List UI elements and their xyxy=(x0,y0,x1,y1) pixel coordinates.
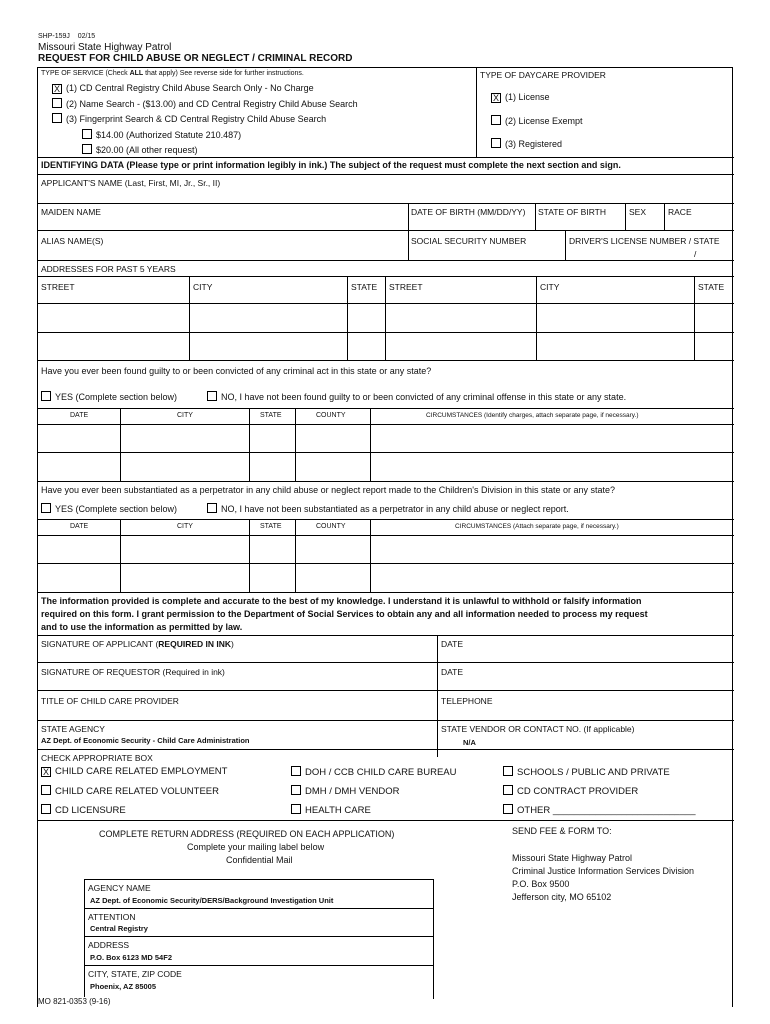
checkbox[interactable] xyxy=(491,115,501,125)
agency-label: AGENCY NAME xyxy=(88,883,151,893)
state-agency-label: STATE AGENCY xyxy=(41,724,105,734)
checkbox[interactable] xyxy=(491,138,501,148)
ssn-label: SOCIAL SECURITY NUMBER xyxy=(411,236,527,246)
street-label-1: STREET xyxy=(41,282,75,292)
form-title: REQUEST FOR CHILD ABUSE OR NEGLECT / CRIMINAL RECORD xyxy=(38,53,353,64)
criminal-no[interactable]: NO, I have not been found guilty to or been convicted of any criminal offense in this state or any state. xyxy=(207,391,626,402)
vendor-label: STATE VENDOR OR CONTACT NO. (If applicable) xyxy=(441,724,635,734)
checkbox[interactable] xyxy=(41,804,51,814)
checkbox[interactable] xyxy=(41,785,51,795)
checkbox[interactable] xyxy=(207,391,217,401)
checkbox[interactable] xyxy=(291,804,301,814)
checkbox[interactable] xyxy=(291,785,301,795)
address-value: P.O. Box 6123 MD 54F2 xyxy=(90,953,172,962)
send-line-3: P.O. Box 9500 xyxy=(512,879,570,889)
maiden-name-label: MAIDEN NAME xyxy=(41,207,101,217)
service-sub-1[interactable]: $14.00 (Authorized Statute 210.487) xyxy=(82,129,241,140)
abuse-county-label: COUNTY xyxy=(316,523,346,530)
return-line-3: Confidential Mail xyxy=(226,855,293,865)
vendor-value: N/A xyxy=(463,738,476,747)
abuse-date-label: DATE xyxy=(70,523,89,530)
abuse-question: Have you ever been substantiated as a perpetrator in any child abuse or neglect report made to the Children's Division in this state or any state? xyxy=(41,485,616,495)
certification-line-1: The information provided is complete and accurate to the best of my knowledge. I understand it is unlawful to withhold or falsify information xyxy=(41,596,642,606)
abuse-yes[interactable]: YES (Complete section below) xyxy=(41,503,177,514)
applicant-signature-label: SIGNATURE OF APPLICANT (REQUIRED IN INK) xyxy=(41,639,234,649)
checkbox[interactable] xyxy=(41,503,51,513)
address-label: ADDRESS xyxy=(88,940,130,950)
abuse-circumstances-label: CIRCUMSTANCES (Attach separate page, if necessary.) xyxy=(455,523,619,530)
race-label: RACE xyxy=(668,207,692,217)
addresses-label: ADDRESSES FOR PAST 5 YEARS xyxy=(41,264,176,274)
criminal-circumstances-label: CIRCUMSTANCES (Identify charges, attach separate page, if necessary.) xyxy=(426,412,639,419)
daycare-option-3[interactable]: (3) Registered xyxy=(491,138,562,149)
daycare-option-2[interactable]: (2) License Exempt xyxy=(491,115,583,126)
send-heading: SEND FEE & FORM TO: xyxy=(512,826,612,836)
return-heading: COMPLETE RETURN ADDRESS (REQUIRED ON EACH APPLICATION) xyxy=(99,829,395,839)
state-agency-value: AZ Dept. of Economic Security - Child Care Administration xyxy=(41,736,250,745)
licensure-option[interactable]: CD LICENSURE xyxy=(41,804,126,816)
checkbox[interactable] xyxy=(291,766,301,776)
dl-label: DRIVER'S LICENSE NUMBER / STATE xyxy=(569,236,720,246)
dmh-option[interactable]: DMH / DMH VENDOR xyxy=(291,785,399,797)
state-of-birth-label: STATE OF BIRTH xyxy=(538,207,607,217)
criminal-county-label: COUNTY xyxy=(316,412,346,419)
contract-option[interactable]: CD CONTRACT PROVIDER xyxy=(503,785,638,797)
certification-line-3: and to use the information as permitted by law. xyxy=(41,622,243,632)
send-line-2: Criminal Justice Information Services Division xyxy=(512,866,695,876)
send-line-4: Jefferson city, MO 65102 xyxy=(512,892,612,902)
send-line-1: Missouri State Highway Patrol xyxy=(512,853,633,863)
attention-label: ATTENTION xyxy=(88,912,136,922)
agency-value: AZ Dept. of Economic Security/DERS/Background Investigation Unit xyxy=(90,896,334,905)
service-heading: TYPE OF SERVICE (Check ALL that apply) See reverse side for further instructions. xyxy=(41,70,304,77)
return-line-2: Complete your mailing label below xyxy=(187,842,325,852)
service-option-1[interactable]: X (1) CD Central Registry Child Abuse Search Only - No Charge xyxy=(53,83,314,94)
footer-code: MO 821-0353 (9-16) xyxy=(38,997,113,1006)
checkbox[interactable] xyxy=(82,129,92,139)
volunteer-option[interactable]: CHILD CARE RELATED VOLUNTEER xyxy=(41,785,219,797)
appropriate-heading: CHECK APPROPRIATE BOX xyxy=(41,753,153,763)
city-state-zip-label: CITY, STATE, ZIP CODE xyxy=(88,969,182,979)
requestor-signature-label: SIGNATURE OF REQUESTOR (Required in ink) xyxy=(41,667,225,677)
form-id: SHP-159J 02/15 xyxy=(38,33,96,40)
daycare-option-1[interactable]: X (1) License xyxy=(492,92,550,103)
daycare-heading: TYPE OF DAYCARE PROVIDER xyxy=(480,70,606,80)
sex-label: SEX xyxy=(629,207,647,217)
checkbox[interactable] xyxy=(52,113,62,123)
checkbox[interactable] xyxy=(41,391,51,401)
dl-slash: / xyxy=(694,249,697,259)
criminal-question: Have you ever been found guilty to or been convicted of any criminal act in this state or any state? xyxy=(41,366,432,376)
applicant-name-label: APPLICANT'S NAME (Last, First, MI, Jr., Sr., II) xyxy=(41,178,221,188)
street-label-2: STREET xyxy=(389,282,423,292)
form-date: 02/15 xyxy=(77,33,96,40)
checkbox[interactable]: X xyxy=(53,84,60,94)
city-state-zip-value: Phoenix, AZ 85005 xyxy=(90,982,156,991)
criminal-date-label: DATE xyxy=(70,412,89,419)
city-label-2: CITY xyxy=(540,282,560,292)
identifying-heading: IDENTIFYING DATA (Please type or print information legibly in ink.) The subject of the request must complete the next section and sign. xyxy=(41,160,621,170)
checkbox[interactable]: X xyxy=(42,767,49,777)
certification-line-2: required on this form. I grant permission to the Department of Social Services to obtain any and all information needed to process my request xyxy=(41,609,648,619)
agency-name: Missouri State Highway Patrol xyxy=(38,42,172,53)
other-option[interactable]: OTHER ___________________________ xyxy=(503,804,696,816)
attention-value: Central Registry xyxy=(90,924,148,933)
health-option[interactable]: HEALTH CARE xyxy=(291,804,371,816)
date-label-1: DATE xyxy=(441,639,464,649)
checkbox[interactable] xyxy=(82,144,92,154)
service-sub-2[interactable]: $20.00 (All other request) xyxy=(82,144,198,155)
state-label-2: STATE xyxy=(698,282,725,292)
schools-option[interactable]: SCHOOLS / PUBLIC AND PRIVATE xyxy=(503,766,670,778)
checkbox[interactable]: X xyxy=(492,93,499,103)
service-option-2[interactable]: (2) Name Search - ($13.00) and CD Central Registry Child Abuse Search xyxy=(52,98,358,109)
checkbox[interactable] xyxy=(207,503,217,513)
checkbox[interactable] xyxy=(52,98,62,108)
service-option-3[interactable]: (3) Fingerprint Search & CD Central Registry Child Abuse Search xyxy=(52,113,326,124)
doh-option[interactable]: DOH / CCB CHILD CARE BUREAU xyxy=(291,766,457,778)
employment-option[interactable]: X CHILD CARE RELATED EMPLOYMENT xyxy=(42,766,228,777)
criminal-city-label: CITY xyxy=(177,412,193,419)
checkbox[interactable] xyxy=(503,766,513,776)
alias-label: ALIAS NAME(S) xyxy=(41,236,104,246)
abuse-state-label: STATE xyxy=(260,523,282,530)
criminal-yes[interactable]: YES (Complete section below) xyxy=(41,391,177,402)
provider-title-label: TITLE OF CHILD CARE PROVIDER xyxy=(41,696,179,706)
telephone-label: TELEPHONE xyxy=(441,696,493,706)
checkbox[interactable] xyxy=(503,804,513,814)
dob-label: DATE OF BIRTH (MM/DD/YY) xyxy=(411,207,526,217)
date-label-2: DATE xyxy=(441,667,464,677)
abuse-city-label: CITY xyxy=(177,523,193,530)
checkbox[interactable] xyxy=(503,785,513,795)
abuse-no[interactable]: NO, I have not been substantiated as a perpetrator in any child abuse or neglect report. xyxy=(207,503,569,514)
state-label-1: STATE xyxy=(351,282,378,292)
criminal-state-label: STATE xyxy=(260,412,282,419)
city-label-1: CITY xyxy=(193,282,213,292)
